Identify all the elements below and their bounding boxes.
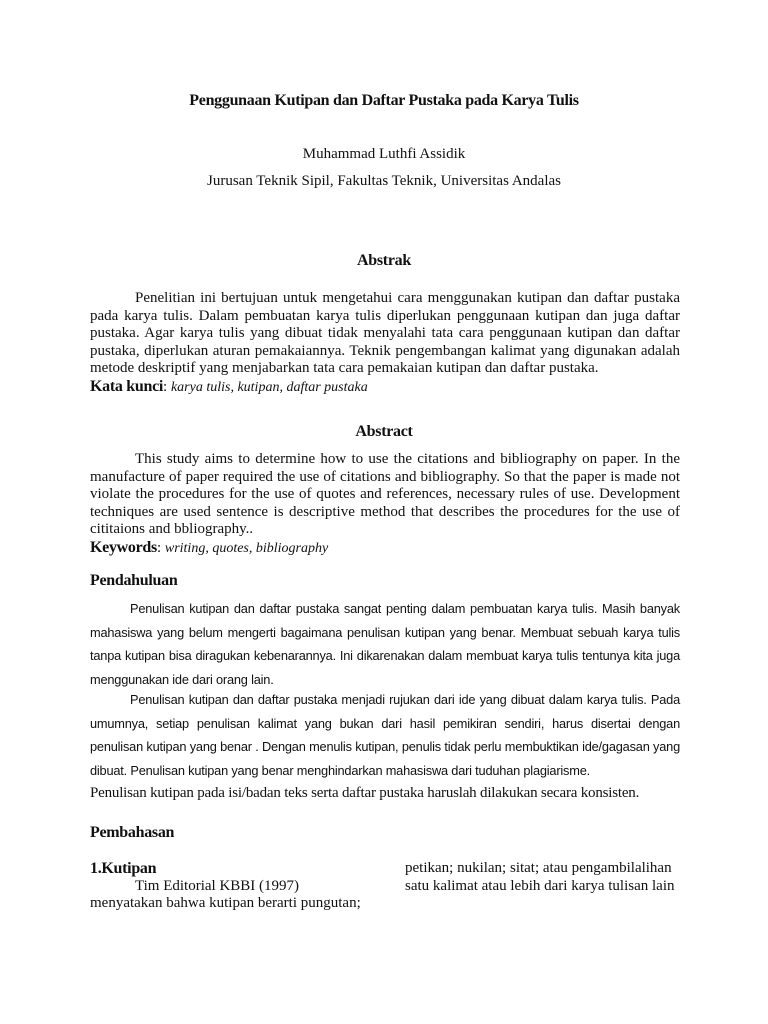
pendahuluan-heading: Pendahuluan: [90, 572, 178, 589]
keywords-text: writing, quotes, bibliography: [164, 540, 329, 556]
paper-title: Penggunaan Kutipan dan Daftar Pustaka pada Karya Tulis: [189, 92, 579, 109]
kata-kunci-label: Kata kunci: [90, 377, 164, 395]
keywords-label: Keywords: [90, 538, 157, 556]
pendahuluan-paragraph-1: [90, 597, 680, 691]
right-column-line-1: petikan; nukilan; sitat; atau pengambilalihan: [405, 860, 672, 876]
author-affiliation: Jurusan Teknik Sipil, Fakultas Teknik, Universitas Andalas: [207, 173, 561, 189]
pendahuluan-p2: Penulisan kutipan dan daftar pustaka menjadi rujukan dari ide yang dibuat dalam karya tulis. Pada umumnya, setiap penulisan kalimat yang bukan dari hasil pemikiran sendiri, harus disertai dengan penulisan kutipan yang benar . Dengan menulis kutipan, penulis tidak perlu membuktikan ide/gagasan yang dibuat. Penulisan kutipan yang benar menghindarkan mahasiswa dari tuduhan plagiarisme.: [90, 692, 680, 778]
abstract-section: [90, 451, 680, 558]
kata-kunci-line: [90, 378, 680, 397]
pembahasan-right-column: [405, 860, 681, 895]
pendahuluan-p2-tail: Penulisan kutipan pada isi/badan teks serta daftar pustaka haruslah dilakukan secara konsisten.: [90, 785, 640, 801]
abstrak-heading: Abstrak: [357, 252, 411, 269]
left-column-line-1: Tim Editorial KBBI (1997): [135, 877, 300, 894]
kutipan-subheading: 1.Kutipan: [90, 860, 157, 877]
pembahasan-left-column: [90, 860, 370, 913]
left-column-line-2: menyatakan bahwa kutipan berarti pungutan;: [90, 895, 361, 911]
abstrak-section: [90, 290, 680, 397]
author-name: Muhammad Luthfi Assidik: [302, 146, 466, 162]
keywords-line: [90, 539, 680, 558]
kata-kunci-text: karya tulis, kutipan, daftar pustaka: [170, 379, 368, 395]
pembahasan-heading: Pembahasan: [90, 824, 175, 841]
abstract-text: This study aims to determine how to use the citations and bibliography on paper. In the manufacture of paper required the use of citations and bibliography. So that the paper is made not violate the procedures for the use of quotes and references, necessary rules of use. Development techniques are used sentence is descriptive method that describes the procedures for the use of cititaions and bbliography..: [90, 451, 680, 537]
keywords-separator: :: [156, 539, 165, 556]
right-column-line-2: satu kalimat atau lebih dari karya tulisan lain: [405, 877, 675, 894]
pendahuluan-p1: Penulisan kutipan dan daftar pustaka sangat penting dalam pembuatan karya tulis. Masih banyak mahasiswa yang belum mengerti bagaimana penulisan kutipan yang benar. Membuat sebuah karya tulis tanpa kutipan bisa diragukan kebenarannya. Ini dikarenakan dalam membuat karya tulis tentunya kita juga menggunakan ide dari orang lain.: [90, 601, 680, 687]
abstract-heading: Abstract: [355, 423, 413, 440]
abstrak-text: Penelitian ini bertujuan untuk mengetahui cara menggunakan kutipan dan daftar pustaka pada karya tulis. Dalam pembuatan karya tulis diperlukan penggunaan kutipan dan juga daftar pustaka. Agar karya tulis yang dibuat tidak menyalahi tata cara penggunaan kutipan dan daftar pustaka, diperlukan aturan pemakaiannya. Teknik pengembangan kalimat yang digunakan adalah metode deskriptif yang menjabarkan tata cara pemakaian kutipan dan daftar pustaka.: [90, 290, 680, 376]
pendahuluan-paragraph-2: [90, 688, 680, 806]
kata-kunci-separator: :: [163, 378, 171, 395]
